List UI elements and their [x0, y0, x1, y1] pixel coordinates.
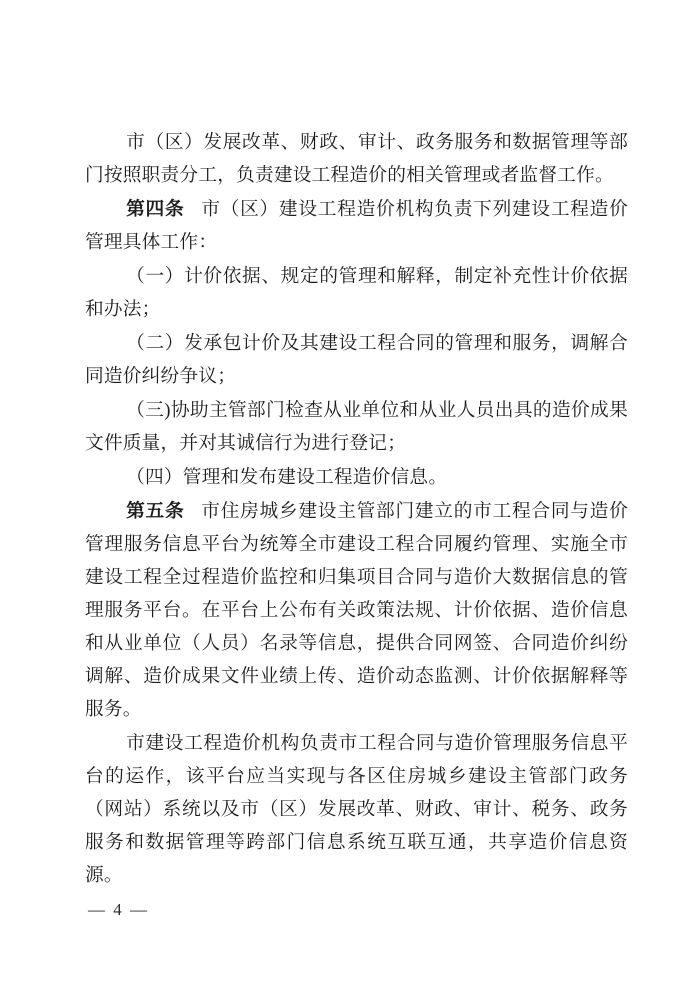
paragraph — [85, 125, 628, 192]
article-lead: 第四条 — [126, 198, 185, 219]
paragraph-text: （三)协助主管部门检查从业单位和从业人员出具的造价成果文件质量，并对其诚信行为进行登记； — [85, 400, 628, 454]
document-body — [85, 125, 628, 892]
page-number: — 4 — — [88, 900, 149, 919]
paragraph-item-2 — [85, 326, 628, 393]
paragraph-text: 市（区）发展改革、财政、审计、政务服务和数据管理等部门按照职责分工，负责建设工程造价的相关管理或者监督工作。 — [85, 132, 628, 186]
article-lead: 第五条 — [126, 500, 185, 521]
paragraph-item-3 — [85, 393, 628, 460]
paragraph-item-1 — [85, 259, 628, 326]
paragraph-text: 市住房城乡建设主管部门建立的市工程合同与造价管理服务信息平台为统筹全市建设工程合同履约管理、实施全市建设工程全过程造价监控和归集项目合同与造价大数据信息的管理服务平台。在平台上公布有关政策法规、计价依据、造价信息和从业单位（人员）名录等信息，提供合同网签、合同造价纠纷调解、造价成果文件业绩上传、造价动态监测、计价依据解释等服务。 — [85, 501, 628, 720]
paragraph-text: 市（区）建设工程造价机构负责下列建设工程造价管理具体工作： — [85, 199, 628, 253]
paragraph-article-5 — [85, 494, 628, 726]
paragraph-item-4 — [85, 460, 628, 494]
paragraph — [85, 726, 628, 892]
paragraph-text: （四）管理和发布建设工程造价信息。 — [126, 467, 448, 488]
paragraph-article-4 — [85, 192, 628, 259]
paragraph-text: （二）发承包计价及其建设工程合同的管理和服务，调解合同造价纠纷争议； — [85, 333, 628, 387]
paragraph-text: 市建设工程造价机构负责市工程合同与造价管理服务信息平台的运作，该平台应当实现与各区住房城乡建设主管部门政务（网站）系统以及市（区）发展改革、财政、审计、税务、政务服务和数据管理等跨部门信息系统互联互通，共享造价信息资源。 — [85, 733, 628, 886]
paragraph-text: （一）计价依据、规定的管理和解释，制定补充性计价依据和办法； — [85, 266, 628, 320]
